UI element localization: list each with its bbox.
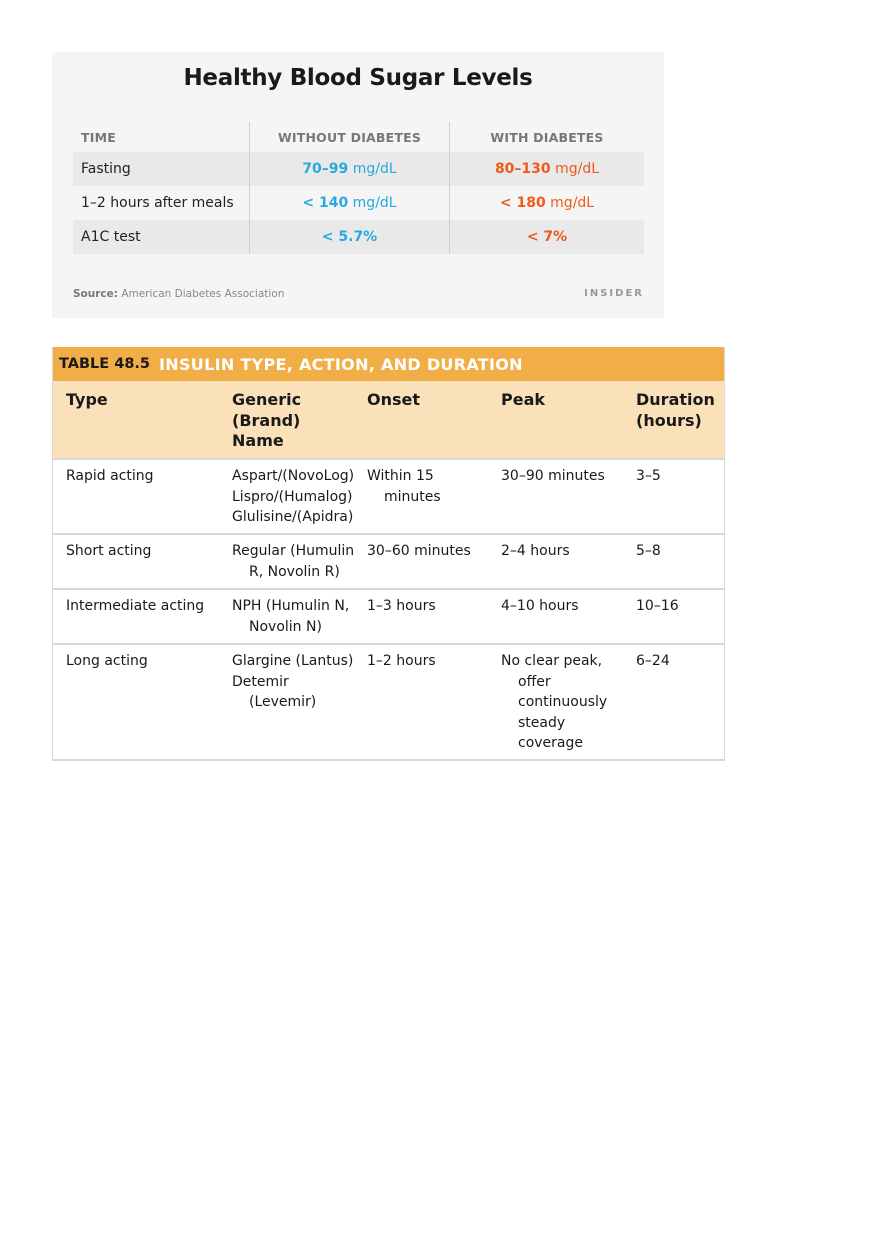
peak-line: 2–4 hours — [501, 543, 570, 559]
brand-logo: INSIDER — [584, 288, 644, 299]
source-text: American Diabetes Association — [121, 288, 285, 300]
table-title-bar — [53, 347, 724, 381]
table-row — [73, 152, 644, 186]
value: < 140 — [302, 195, 349, 211]
generic-line: (Levemir) — [249, 694, 317, 710]
unit: mg/dL — [348, 195, 397, 211]
header-generic-line: Name — [232, 431, 284, 450]
header-with-diabetes: WITH DIABETES — [449, 122, 644, 152]
header-generic-line: (Brand) — [232, 410, 301, 430]
table-number: TABLE 48.5 — [59, 356, 151, 372]
with-diabetes-cell — [449, 220, 644, 254]
source-note — [73, 288, 284, 300]
generic-line: R, Novolin R) — [249, 563, 340, 580]
with-diabetes-cell — [449, 186, 644, 220]
type-text: Long acting — [66, 653, 148, 669]
without-diabetes-cell — [249, 220, 449, 254]
value: 70–99 — [302, 161, 349, 177]
duration-text: 10–16 — [636, 598, 679, 614]
peak-line: continuously — [518, 694, 608, 710]
duration-text: 5–8 — [636, 543, 661, 559]
generic-line: Glargine (Lantus) — [232, 653, 354, 669]
header-without-diabetes: WITHOUT DIABETES — [249, 122, 449, 152]
onset-line: 1–3 hours — [367, 598, 436, 614]
peak-line: No clear peak, — [501, 653, 603, 669]
type-cell — [53, 466, 220, 533]
peak-cell — [489, 541, 624, 588]
peak-line: 4–10 hours — [501, 598, 579, 614]
type-cell — [53, 596, 220, 643]
table-row — [73, 186, 644, 220]
without-diabetes-cell — [249, 152, 449, 186]
peak-line: offer — [518, 673, 551, 690]
peak-cell — [489, 466, 624, 533]
generic-line: NPH (Humulin N, — [232, 598, 350, 614]
onset-line: Within 15 — [367, 468, 434, 484]
time-cell: Fasting — [81, 161, 131, 177]
peak-cell — [489, 651, 624, 759]
duration-cell — [624, 596, 724, 643]
header-type — [53, 390, 220, 458]
onset-cell — [355, 651, 489, 759]
header-peak-label: Peak — [501, 390, 546, 409]
time-cell: 1–2 hours after meals — [81, 195, 234, 211]
peak-line: 30–90 minutes — [501, 468, 605, 484]
onset-cell — [355, 541, 489, 588]
header-onset-label: Onset — [367, 390, 421, 409]
generic-cell — [220, 651, 355, 759]
type-text: Rapid acting — [66, 468, 154, 484]
infographic-title: Healthy Blood Sugar Levels — [183, 65, 533, 91]
with-diabetes-cell — [449, 152, 644, 186]
type-text: Intermediate acting — [66, 598, 205, 614]
blood-sugar-table — [73, 122, 644, 254]
onset-line: minutes — [384, 488, 441, 505]
header-onset — [355, 390, 489, 458]
onset-line: 30–60 minutes — [367, 543, 471, 559]
generic-cell — [220, 541, 355, 588]
table-row — [53, 643, 724, 759]
header-generic-line: Generic — [232, 390, 302, 409]
value: < 5.7% — [321, 229, 378, 245]
header-type-label: Type — [66, 390, 108, 409]
generic-cell — [220, 596, 355, 643]
duration-cell — [624, 541, 724, 588]
time-cell: A1C test — [81, 229, 141, 245]
table-header-row — [73, 122, 644, 152]
value: 80–130 — [494, 161, 551, 177]
onset-cell — [355, 466, 489, 533]
duration-cell — [624, 651, 724, 759]
onset-cell — [355, 596, 489, 643]
value: < 7% — [526, 229, 568, 245]
generic-cell — [220, 466, 355, 533]
without-diabetes-cell — [249, 186, 449, 220]
type-text: Short acting — [66, 543, 152, 559]
header-duration — [624, 390, 724, 458]
table-header-row — [53, 381, 724, 458]
duration-text: 6–24 — [636, 653, 670, 669]
table-row — [53, 458, 724, 533]
generic-line: Glulisine/(Apidra) — [232, 509, 354, 525]
source-label: Source: — [73, 288, 118, 300]
header-time: TIME — [81, 129, 116, 145]
insulin-table — [52, 347, 725, 761]
value: < 180 — [499, 195, 546, 211]
unit: mg/dL — [550, 161, 600, 177]
type-cell — [53, 651, 220, 759]
duration-cell — [624, 466, 724, 533]
header-duration-line: (hours) — [636, 410, 702, 430]
unit: mg/dL — [348, 161, 397, 177]
table-title: INSULIN TYPE, ACTION, AND DURATION — [159, 354, 523, 374]
type-cell — [53, 541, 220, 588]
peak-cell — [489, 596, 624, 643]
duration-text: 3–5 — [636, 468, 661, 484]
table-row — [53, 588, 724, 643]
header-peak — [489, 390, 624, 458]
header-duration-line: Duration — [636, 390, 715, 409]
onset-line: 1–2 hours — [367, 653, 436, 669]
peak-line: coverage — [518, 735, 583, 751]
generic-line: Aspart/(NovoLog) — [232, 468, 355, 484]
unit: mg/dL — [545, 195, 595, 211]
generic-line: Detemir — [232, 673, 289, 690]
table-row — [73, 220, 644, 254]
header-generic — [220, 390, 355, 458]
generic-line: Novolin N) — [249, 618, 322, 635]
table-row — [53, 533, 724, 588]
peak-line: steady — [518, 714, 566, 731]
blood-sugar-infographic — [52, 52, 664, 318]
generic-line: Regular (Humulin — [232, 543, 355, 559]
generic-line: Lispro/(Humalog) — [232, 488, 353, 505]
